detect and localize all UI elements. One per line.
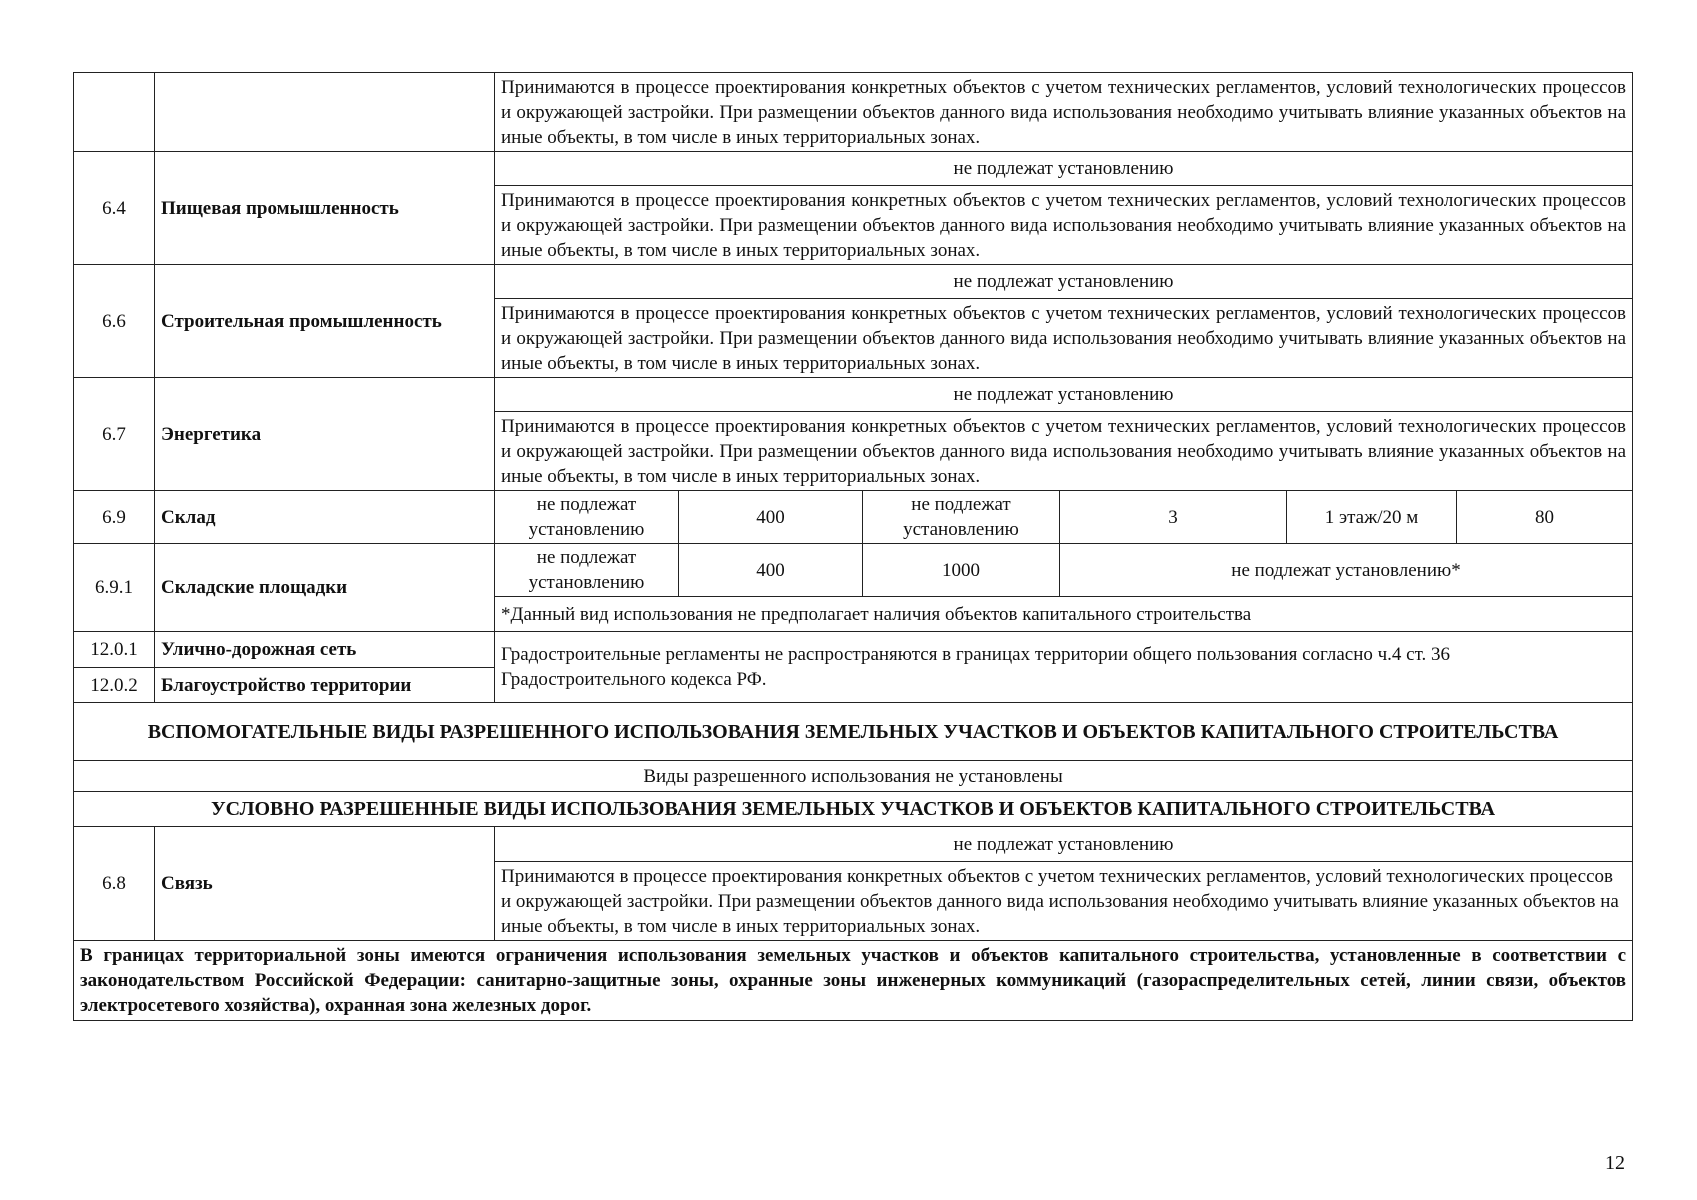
table-row [74,761,1633,792]
param-cell: 1000 [863,544,1060,597]
table-row [74,378,1633,412]
table-row [74,703,1633,761]
table-row [74,152,1633,186]
use-name: Склад [155,491,495,544]
table-row [74,73,1633,152]
param-cell: не подлежат установлению [495,491,679,544]
table-row [74,632,1633,668]
use-code: 12.0.2 [74,668,155,703]
table-row [74,544,1633,597]
regulation-text: Принимаются в процессе проектирования конкретных объектов с учетом технических регламентов, условий технологических процессов и окружающей застройки. При размещении объектов данного вида использования необходимо учитывать влияние указанных объектов на иные объекты, в том числе в иных территориальных зонах. [495,299,1633,378]
limits-text: не подлежат установлению [495,827,1633,862]
use-code: 6.9 [74,491,155,544]
use-code: 6.9.1 [74,544,155,632]
param-cell: 3 [1060,491,1287,544]
param-cell: 400 [679,491,863,544]
section-heading: ВСПОМОГАТЕЛЬНЫЕ ВИДЫ РАЗРЕШЕННОГО ИСПОЛЬЗОВАНИЯ ЗЕМЕЛЬНЫХ УЧАСТКОВ И ОБЪЕКТОВ КАПИТАЛЬНОГО СТРОИТЕЛЬСТВА [74,703,1633,761]
regulation-text: Принимаются в процессе проектирования конкретных объектов с учетом технических регламентов, условий технологических процессов и окружающей застройки. При размещении объектов данного вида использования необходимо учитывать влияние указанных объектов на иные объекты, в том числе в иных территориальных зонах. [495,412,1633,491]
limits-text: не подлежат установлению [495,378,1633,412]
use-code: 12.0.1 [74,632,155,668]
use-code: 6.8 [74,827,155,941]
table-row [74,491,1633,544]
param-cell: 400 [679,544,863,597]
param-cell: 1 этаж/20 м [1287,491,1457,544]
use-name: Благоустройство территории [155,668,495,703]
use-name: Строительная промышленность [155,265,495,378]
param-cell: 80 [1457,491,1633,544]
footnote-text: *Данный вид использования не предполагает наличия объектов капитального строительства [495,597,1633,632]
regulation-text: Принимаются в процессе проектирования конкретных объектов с учетом технических регламентов, условий технологических процессов и окружающей застройки. При размещении объектов данного вида использования необходимо учитывать влияние указанных объектов на иные объекты, в том числе в иных территориальных зонах. [495,862,1633,941]
use-code: 6.4 [74,152,155,265]
limits-text: не подлежат установлению [495,265,1633,299]
limits-text: не подлежат установлению [495,152,1633,186]
regulation-text: Градостроительные регламенты не распространяются в границах территории общего пользования согласно ч.4 ст. 36 Градостроительного кодекса РФ. [495,632,1633,703]
zoning-regulations-table [73,72,1633,1021]
restrictions-note: В границах территориальной зоны имеются ограничения использования земельных участков и объектов капитального строительства, установленные в соответствии с законодательством Российской Федерации: санитарно-защитные зоны, охранные зоны инженерных коммуникаций (газораспределительных сетей, линии связи, объектов электросетевого хозяйства), охранная зона железных дорог. [74,941,1633,1021]
param-cell: не подлежат установлению [495,544,679,597]
table-row [74,265,1633,299]
table-row [74,941,1633,1021]
table-row [74,792,1633,827]
use-code: 6.7 [74,378,155,491]
use-name: Складские площадки [155,544,495,632]
use-name: Пищевая промышленность [155,152,495,265]
code-cell [74,73,155,152]
param-cell: не подлежат установлению* [1060,544,1633,597]
regulation-text: Принимаются в процессе проектирования конкретных объектов с учетом технических регламентов, условий технологических процессов и окружающей застройки. При размещении объектов данного вида использования необходимо учитывать влияние указанных объектов на иные объекты, в том числе в иных территориальных зонах. [495,186,1633,265]
name-cell [155,73,495,152]
section-text: Виды разрешенного использования не установлены [74,761,1633,792]
page-number: 12 [1605,1152,1625,1174]
use-name: Связь [155,827,495,941]
section-heading: УСЛОВНО РАЗРЕШЕННЫЕ ВИДЫ ИСПОЛЬЗОВАНИЯ ЗЕМЕЛЬНЫХ УЧАСТКОВ И ОБЪЕКТОВ КАПИТАЛЬНОГО СТРОИТЕЛЬСТВА [74,792,1633,827]
param-cell: не подлежат установлению [863,491,1060,544]
use-name: Энергетика [155,378,495,491]
table-row [74,827,1633,862]
use-name: Улично-дорожная сеть [155,632,495,668]
regulation-text: Принимаются в процессе проектирования конкретных объектов с учетом технических регламентов, условий технологических процессов и окружающей застройки. При размещении объектов данного вида использования необходимо учитывать влияние указанных объектов на иные объекты, в том числе в иных территориальных зонах. [495,73,1633,152]
use-code: 6.6 [74,265,155,378]
